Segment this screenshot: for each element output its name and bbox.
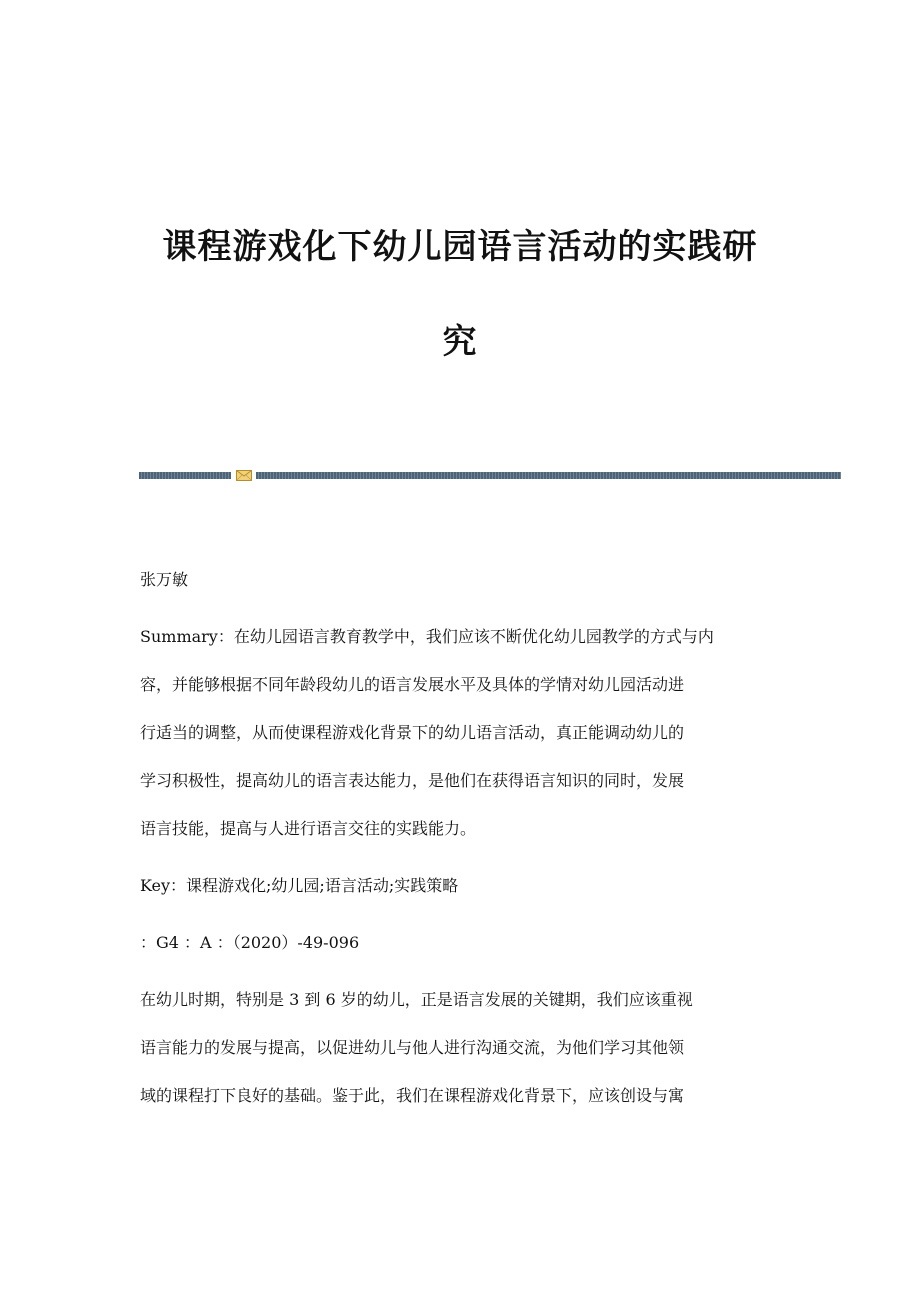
body-paragraph-line: 在幼儿时期，特别是 3 到 6 岁的幼儿，正是语言发展的关键期，我们应该重视: [140, 990, 693, 1009]
divider-bar-left: [139, 472, 231, 479]
document-title-line-2: 究: [442, 322, 478, 362]
classification-line: ：G4 ：A ：（2020）-49-096: [140, 933, 360, 952]
author-name: 张万敏: [140, 570, 189, 589]
summary-line: 行适当的调整，从而使课程游戏化背景下的幼儿语言活动，真正能调动幼儿的: [140, 723, 685, 742]
body-paragraph-line: 语言能力的发展与提高，以促进幼儿与他人进行沟通交流，为他们学习其他领: [140, 1038, 685, 1057]
summary-line: Summary：在幼儿园语言教育教学中，我们应该不断优化幼儿园教学的方式与内: [140, 627, 714, 646]
divider-bar-right: [256, 472, 841, 479]
title-divider: [139, 470, 841, 482]
body-paragraph-line: 域的课程打下良好的基础。鉴于此，我们在课程游戏化背景下，应该创设与寓: [140, 1086, 685, 1105]
summary-line: 语言技能，提高与人进行语言交往的实践能力。: [140, 819, 477, 838]
summary-line: 学习积极性，提高幼儿的语言表达能力，是他们在获得语言知识的同时，发展: [140, 771, 685, 790]
keywords-line: Key：课程游戏化;幼儿园;语言活动;实践策略: [140, 876, 459, 895]
document-title-line-1: 课程游戏化下幼儿园语言活动的实践研: [162, 227, 758, 267]
summary-line: 容，并能够根据不同年龄段幼儿的语言发展水平及具体的学情对幼儿园活动进: [140, 675, 685, 694]
envelope-icon: [236, 470, 252, 481]
